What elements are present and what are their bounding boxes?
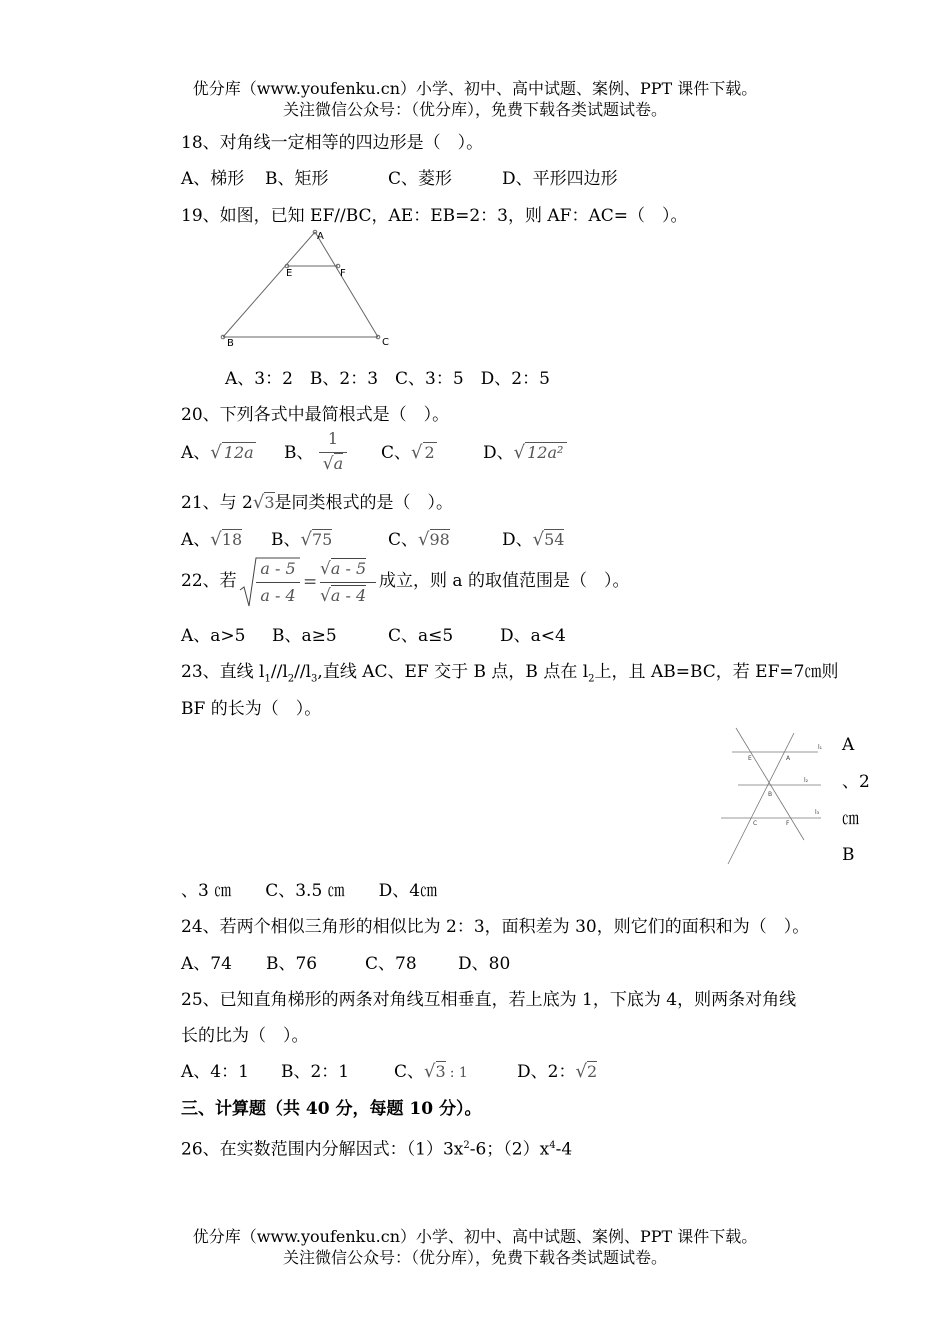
- q20-option-c: C、√ 2: [381, 442, 435, 463]
- svg-text:A: A: [786, 755, 791, 762]
- q24-option-b: B、76: [266, 954, 318, 974]
- q22-left-den: a - 4: [260, 586, 296, 605]
- q22-right-num: √a - 5: [320, 559, 367, 579]
- q20-option-a: A、√ 12a: [181, 442, 254, 463]
- q25-option-a: A、4：1: [181, 1062, 249, 1082]
- q20-option-d: D、√ 12a²: [483, 442, 567, 464]
- label-e: E: [286, 268, 293, 279]
- q26-stem: 26、在实数范围内分解因式：$(1)3x^2-6$；$(2)x^4-4$: [181, 1139, 573, 1160]
- q22-pre: 22、若: [181, 571, 237, 591]
- q24-stem: 24、若两个相似三角形的相似比为 2：3，面积差为 30，则它们的面积和为（ ）。: [181, 917, 810, 937]
- label-a: A: [317, 231, 324, 242]
- q18-option-a: A、梯形: [181, 169, 245, 189]
- section-3-title: 三、计算题（共 40 分，每题 10 分）。: [181, 1099, 482, 1119]
- label-b: B: [227, 338, 234, 349]
- header-line-2: 关注微信公众号：（优分库），免费下载各类试题试卷。: [282, 100, 667, 119]
- page-footer: [0, 1226, 950, 1268]
- q23-parallel-lines-figure: [718, 724, 834, 866]
- q23-side-a: A: [842, 735, 855, 755]
- q23-options-tail: 、3 ㎝ C、3.5 ㎝ D、4㎝: [181, 881, 438, 901]
- q25-option-b: B、2：1: [281, 1062, 350, 1082]
- q23-line-2: BF 的长为（ ）。: [181, 699, 322, 719]
- svg-text:l₂: l₂: [804, 777, 809, 784]
- q22-equals: =: [303, 572, 318, 592]
- q21-stem: 21、与 2√3是同类根式的是（ ）。: [181, 492, 454, 513]
- q23-side-2: 、2: [842, 772, 870, 792]
- header-line-1: 优分库（www.youfenku.cn）小学、初中、高中试题、案例、PPT 课件下载。: [192, 79, 758, 98]
- q18-stem: 18、对角线一定相等的四边形是（ ）。: [181, 133, 484, 153]
- q25-option-d: D、2：√2: [517, 1061, 598, 1082]
- q18-option-c: C、菱形: [388, 169, 453, 189]
- q22-post: 成立，则 a 的取值范围是（ ）。: [379, 571, 630, 591]
- footer-line-2: 关注微信公众号：（优分库），免费下载各类试题试卷。: [282, 1248, 667, 1267]
- q22-left-num: a - 5: [260, 559, 296, 578]
- q25-line-1: 25、已知直角梯形的两条对角线互相垂直，若上底为 1，下底为 4，则两条对角线: [181, 990, 797, 1010]
- q23-line-1: 23、直线 $l_1//l_2//l_3$,直线 AC、EF 交于 B 点，B 点在 $l_2$上，且 AB=BC，若 EF=7㎝则: [181, 662, 839, 685]
- q20-option-b-fraction: 1 √a: [319, 428, 347, 475]
- q18-option-b: B、矩形: [265, 169, 329, 189]
- q23-side-b: B: [842, 845, 855, 865]
- label-f: F: [340, 268, 346, 279]
- svg-text:l₁: l₁: [818, 744, 823, 751]
- svg-text:C: C: [753, 820, 758, 827]
- q20-stem: 20、下列各式中最简根式是（ ）。: [181, 405, 450, 425]
- q21-option-d: D、√54: [502, 529, 565, 550]
- q22-option-d: D、a<4: [500, 626, 566, 646]
- q25-option-c: C、√3 : 1: [394, 1061, 468, 1082]
- q20-a-radicand: 12a: [223, 443, 254, 462]
- svg-text:E: E: [748, 755, 752, 762]
- q22-option-a: A、a>5: [181, 626, 246, 646]
- q23-side-cm: ㎝: [842, 809, 859, 829]
- q18-option-d: D、平形四边形: [502, 169, 618, 189]
- q21-option-b: B、√75: [271, 529, 333, 550]
- q21-option-a: A、√18: [181, 529, 243, 550]
- q21-option-c: C、√98: [388, 529, 450, 550]
- q19-options: A、3：2 B、2：3 C、3：5 D、2：5: [225, 369, 550, 389]
- svg-text:F: F: [786, 820, 790, 827]
- page-header: [0, 78, 950, 120]
- q22-option-b: B、a≥5: [272, 626, 337, 646]
- svg-text:B: B: [768, 791, 773, 798]
- label-c: C: [382, 337, 389, 348]
- q25-line-2: 长的比为（ ）。: [181, 1026, 309, 1046]
- q20-option-b-label: B、: [284, 443, 314, 463]
- svg-text:l₃: l₃: [815, 809, 820, 816]
- q24-option-d: D、80: [458, 954, 511, 974]
- q22-option-c: C、a≤5: [388, 626, 454, 646]
- q24-option-a: A、74: [181, 954, 232, 974]
- q22-right-den: √a - 4: [320, 586, 367, 606]
- q24-option-c: C、78: [365, 954, 417, 974]
- footer-line-1: 优分库（www.youfenku.cn）小学、初中、高中试题、案例、PPT 课件下载。: [192, 1227, 758, 1246]
- q19-triangle-figure: [215, 226, 400, 351]
- q19-stem: 19、如图，已知 EF//BC，AE：EB=2：3，则 AF：AC=（ ）。: [181, 206, 688, 226]
